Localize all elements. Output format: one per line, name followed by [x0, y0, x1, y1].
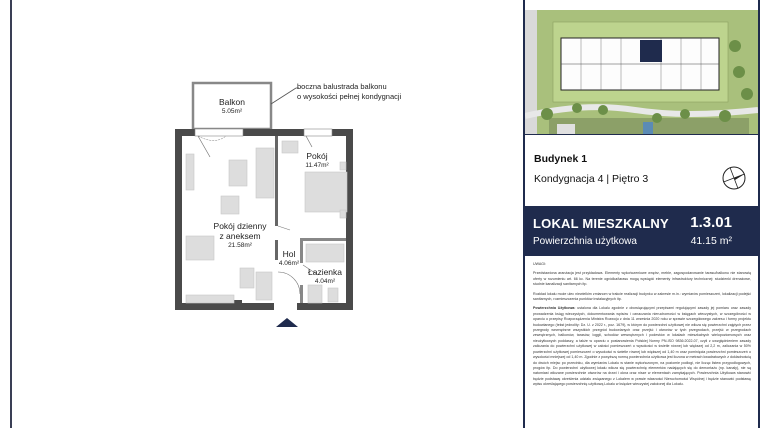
unit-number: 1.3.01	[690, 214, 732, 231]
room-area: 5.05m²	[221, 107, 243, 115]
fine-print-heading: UWAGI:	[533, 262, 547, 266]
room-name: Pokój dzienny	[213, 221, 267, 231]
compass-icon	[721, 165, 747, 191]
info-panel	[523, 0, 760, 428]
unit-type: LOKAL MIESZKALNY	[533, 216, 669, 231]
area-label: Powierzchnia użytkowa	[533, 236, 637, 247]
room-name-2: z aneksem	[219, 230, 261, 241]
room-name: Balkon	[219, 97, 245, 107]
floor-info: Kondygnacja 4 | Piętro 3	[534, 173, 649, 185]
unit-banner	[525, 206, 758, 256]
room-area: 4.04m²	[314, 277, 336, 285]
room-bathroom	[305, 268, 345, 285]
room-name: Pokój	[306, 151, 328, 161]
fine-print-bold-term: Powierzchnia Użytkowa:	[533, 306, 576, 311]
room-name: Łazienka	[307, 267, 343, 277]
room-balcony	[203, 98, 261, 115]
fine-print-paragraph-3-text: ustalona dla Lokalu zgodnie z obowiązującymi przepisami regulującymi zasady jej pomiaru oraz zasady prowadzenia ksiąg wieczystych, dokumentowania wpisów i oznaczania nieruchomości w księgach wieczystych, w szczególności w oparciu o przepisy Rozporządzenia Ministra Rozwoju z dnia 11 września 2020 roku w sprawie szczegółowego zakresu i formy projektu budowlanego (tekst jednolity: Dz. U. z 2022 r., poz. 1679), w którym do powierzchni użytkowej nie wlicza się powierzchni zajętych przez przegrody wewnętrzne wszystkich przegród budowlanych oraz przejść i otworów w tych przegrodach, przejść w przegrodach zewnętrznych, balkonów, tarasów, loggii, schodów wewnętrznych i podestów w lokalach mieszkalnych wielopoziomowych oraz nieużytkowych poddaszy, a także w oparciu o postanowienia Polskiej Normy PN-ISO 9836:2022-07, czyli z uwzględnieniem zasady zaliczania do powierzchni użytkowej w całości pomieszczeń o wysokości w świetle równej lub większej od 2,2 m, zaliczania w 50% powierzchni użytkowej pomieszczeń o wysokości w świetle równej lub większej od 1,40 m oraz pominięcia powierzchni pomieszczeń o wysokości mniejszej od 1,40 m. Zgodnie z powyższą normą powierzchnia użytkowa jest liczona w metrach kwadratowych z dokładnością do dwóch miejsc po przecinku, dla wymiarów Lokalu w stanie wykończonym, na poziomie podłogi, nie licząc listew przypodłogowych, progów itp. Do powierzchni użytkowej lokalu wlicza się powierzchnię elementów nadających się do demontażu (np. kanały), nie są natomiast wliczane powierzchnie otworów na drzwi i okna oraz nisze w elementach zamykających. Powierzchnia Użytkowa stanowić będzie podstawę określenia udziału związanego z Lokalem w prawie własności Nieruchomości Wspólnej i będzie stanowić podstawę wpisu określającego powierzchnię użytkową Lokalu w księdze wieczystej założonej dla Lokalu.	[533, 306, 751, 387]
building-name: Budynek 1	[534, 153, 588, 165]
room-bedroom	[292, 152, 342, 169]
panel-header-strip	[525, 0, 758, 10]
balcony-railing-note	[297, 82, 401, 102]
room-name: Hol	[282, 249, 296, 259]
room-area: 4.06m²	[278, 259, 300, 267]
site-plan-drawing	[525, 10, 758, 134]
fine-print-paragraph-3	[533, 306, 751, 387]
room-hall	[274, 250, 304, 267]
site-plan	[525, 10, 758, 134]
room-area: 11.47m²	[305, 161, 329, 169]
building-info	[525, 134, 758, 206]
fine-print-paragraph-1: Przedstawiona aranżacja jest przykładowa. Elementy wykończeniowe wnętrz, meble, zagospodarowanie tarasu/balkonu nie stanowią oferty w rozumieniu art. 66 kc. Na terenie ogródka/tarasu mogą wystąpić elementy infrastruktury technicznej: studzienki drenażowe, studnie kanalizacji sanitarnych itp.	[533, 271, 751, 287]
room-area: 21.58m²	[228, 241, 252, 249]
note-line-1: boczna balustrada balkonu	[297, 82, 387, 91]
fine-print-paragraph-2: Rozkład lokalu może ulec niewielkim zmianom w trakcie realizacji budynku w zakresie m.in.: wymiarów pomieszczeń, lokalizacji podejść sanitarnych, rozmieszczenia punktów instalacyjnych itp.	[533, 291, 751, 302]
note-line-2: o wysokości pełnej kondygnacji	[297, 91, 402, 101]
fine-print	[533, 262, 751, 392]
area-value: 41.15 m²	[690, 235, 732, 247]
room-living-room	[205, 222, 275, 249]
